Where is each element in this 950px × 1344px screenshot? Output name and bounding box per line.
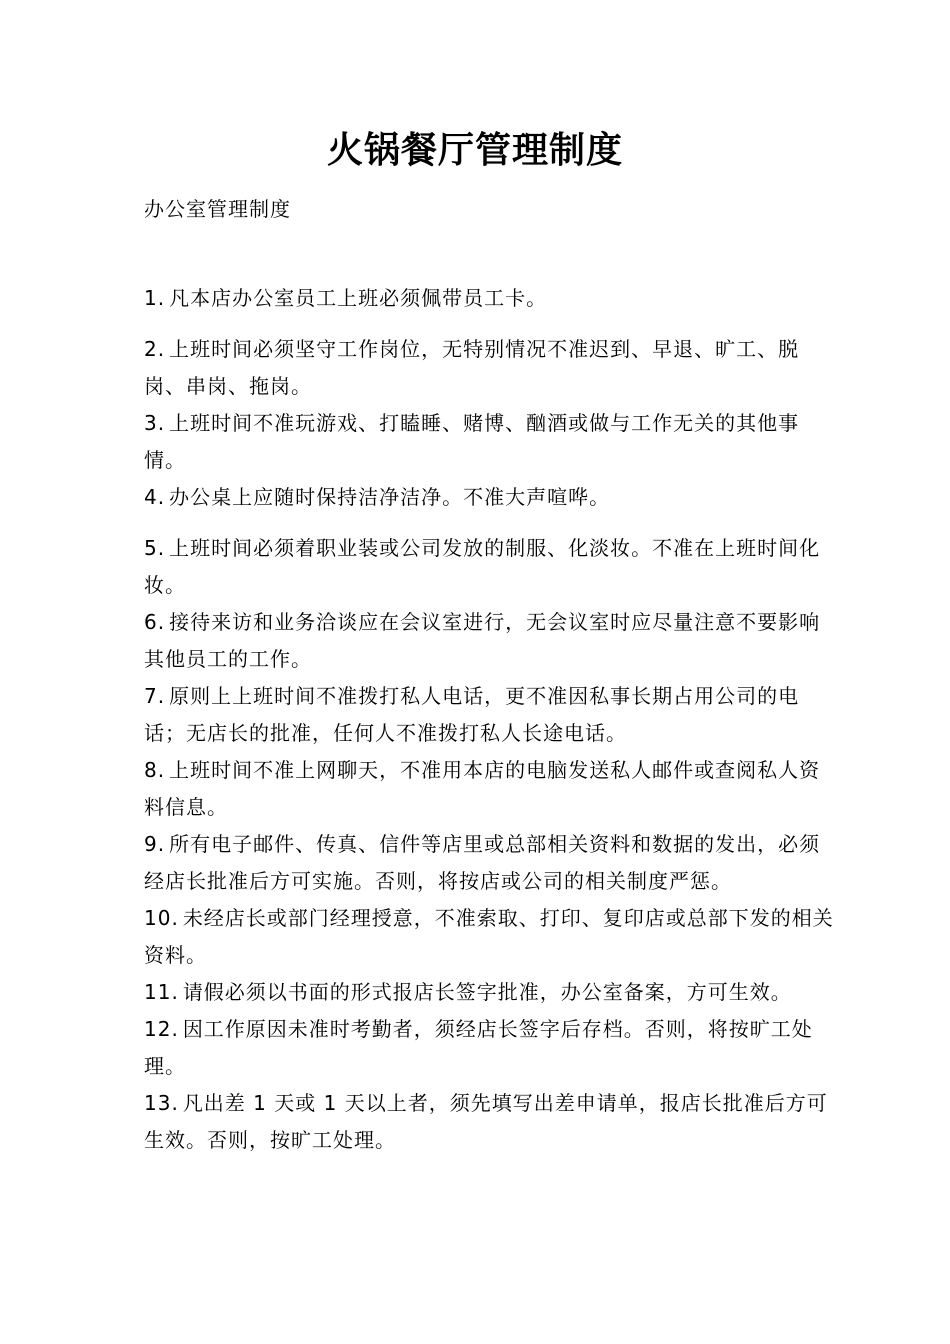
rule-text: 所有电子邮件、传真、信件等店里或总部相关资料和数据的发出，必须经店长批准后方可实施。否则，将按店或公司的相关制度严惩。 — [144, 832, 821, 893]
rule-number: 9. — [144, 832, 166, 856]
rule-number: 1. — [144, 286, 166, 310]
list-item — [144, 1011, 834, 1085]
rules-list — [144, 280, 834, 1159]
rule-number: 7. — [144, 684, 166, 708]
rule-text: 接待来访和业务洽谈应在会议室进行，无会议室时应尽量注意不要影响其他员工的工作。 — [144, 610, 821, 671]
rule-number: 6. — [144, 610, 166, 634]
rule-text: 原则上上班时间不准拨打私人电话，更不准因私事长期占用公司的电话；无店长的批准，任何人不准拨打私人长途电话。 — [144, 684, 800, 745]
rule-number: 2. — [144, 337, 166, 361]
rule-text: 因工作原因未准时考勤者，须经店长签字后存档。否则，将按旷工处理。 — [144, 1017, 813, 1078]
rule-text: 请假必须以书面的形式报店长签字批准，办公室备案，方可生效。 — [182, 980, 792, 1004]
list-item — [144, 678, 834, 752]
list-item — [144, 479, 834, 516]
section-heading: 办公室管理制度 — [144, 197, 291, 221]
rule-number: 13. — [144, 1091, 179, 1115]
rule-number: 11. — [144, 980, 179, 1004]
rule-number: 4. — [144, 485, 166, 509]
list-item — [144, 405, 834, 479]
list-item — [144, 974, 834, 1011]
list-item — [144, 826, 834, 900]
rule-text: 凡出差 1 天或 1 天以上者，须先填写出差申请单，报店长批准后方可生效。否则，按旷工处理。 — [144, 1091, 828, 1152]
rule-number: 10. — [144, 906, 179, 930]
rule-number: 8. — [144, 758, 166, 782]
list-item — [144, 1085, 834, 1159]
list-item — [144, 752, 834, 826]
rule-text: 上班时间必须着职业装或公司发放的制服、化淡妆。不准在上班时间化妆。 — [144, 536, 821, 597]
rule-number: 3. — [144, 411, 166, 435]
list-item — [144, 900, 834, 974]
rule-number: 12. — [144, 1017, 179, 1041]
rule-text: 凡本店办公室员工上班必须佩带员工卡。 — [169, 286, 548, 310]
list-item — [144, 604, 834, 678]
list-item — [144, 331, 834, 405]
list-item — [144, 280, 834, 317]
rule-text: 上班时间不准玩游戏、打瞌睡、赌博、酗酒或做与工作无关的其他事情。 — [144, 411, 800, 472]
rule-text: 上班时间不准上网聊天，不准用本店的电脑发送私人邮件或查阅私人资料信息。 — [144, 758, 821, 819]
rule-text: 上班时间必须坚守工作岗位，无特别情况不准迟到、早退、旷工、脱岗、串岗、拖岗。 — [144, 337, 800, 398]
rule-text: 办公桌上应随时保持洁净洁净。不准大声喧哗。 — [169, 485, 611, 509]
page-title: 火锅餐厅管理制度 — [326, 130, 623, 171]
list-item — [144, 530, 834, 604]
rule-text: 未经店长或部门经理授意，不准索取、打印、复印店或总部下发的相关资料。 — [144, 906, 834, 967]
rule-number: 5. — [144, 536, 166, 560]
